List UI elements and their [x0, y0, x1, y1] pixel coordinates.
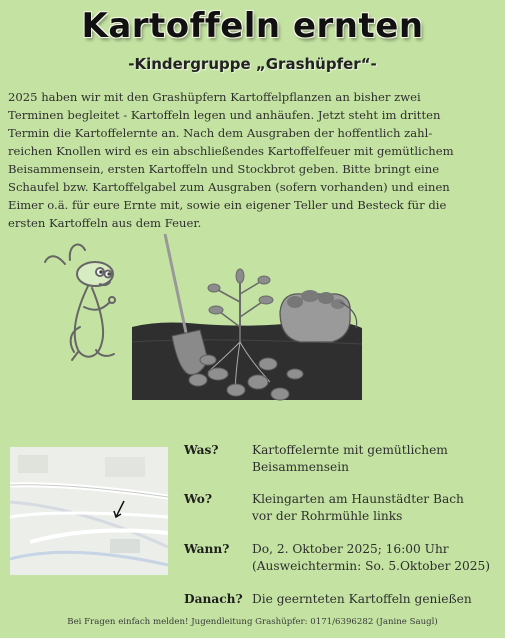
info-line: vor der Rohrmühle links — [252, 509, 403, 523]
potato-sack-icon — [280, 290, 357, 342]
intro-line: 2025 haben wir mit den Grashüpfern Kartoffelpflanzen an bisher zwei — [8, 90, 421, 104]
intro-line: ersten Kartoffeln aus dem Feuer. — [8, 216, 202, 230]
info-value — [252, 541, 505, 575]
intro-line: Terminen begleitet - Kartoffeln legen und anhäufen. Jetzt steht im dritten — [8, 108, 441, 122]
info-line: Kleingarten am Haunstädter Bach — [252, 492, 464, 506]
page-subtitle: -Kindergruppe „Grashüpfer“- — [128, 55, 377, 73]
info-line: Die geernteten Kartoffeln genießen — [252, 592, 472, 606]
intro-line: Schaufel bzw. Kartoffelgabel zum Ausgraben (sofern vorhanden) und einen — [8, 180, 450, 194]
info-label: Wann? — [184, 542, 230, 556]
harvest-illustration — [40, 232, 420, 432]
info-label: Wo? — [184, 492, 212, 506]
info-line: Beisammensein — [252, 460, 349, 474]
intro-line: Termin die Kartoffelernte an. Nach dem Ausgraben der hoffentlich zahl- — [8, 126, 433, 140]
info-value — [252, 491, 505, 525]
intro-line: reichen Knollen wird es ein abschließendes Kartoffelfeuer mit gemütlichem — [8, 144, 454, 158]
info-label: Was? — [184, 443, 219, 457]
intro-line: Eimer o.ä. für eure Ernte mit, sowie ein eigener Teller und Besteck für die — [8, 198, 447, 212]
grasshopper-icon — [45, 245, 115, 360]
info-line: Kartoffelernte mit gemütlichem — [252, 443, 448, 457]
contact-footer: Bei Fragen einfach melden! Jugendleitung Grashüpfer: 0171/6396282 (Janine Saugl) — [67, 617, 438, 627]
info-value — [252, 442, 505, 476]
info-line: (Ausweichtermin: So. 5.Oktober 2025) — [252, 559, 491, 573]
intro-text — [8, 88, 498, 232]
info-label: Danach? — [184, 592, 243, 606]
location-map — [10, 447, 168, 575]
info-line: Do, 2. Oktober 2025; 16:00 Uhr — [252, 542, 449, 556]
map-graphic — [10, 447, 168, 575]
page-title: Kartoffeln ernten — [81, 6, 424, 46]
intro-line: Beisammensein, ersten Kartoffeln und Stockbrot geben. Bitte bringt eine — [8, 162, 440, 176]
info-value — [252, 591, 505, 608]
